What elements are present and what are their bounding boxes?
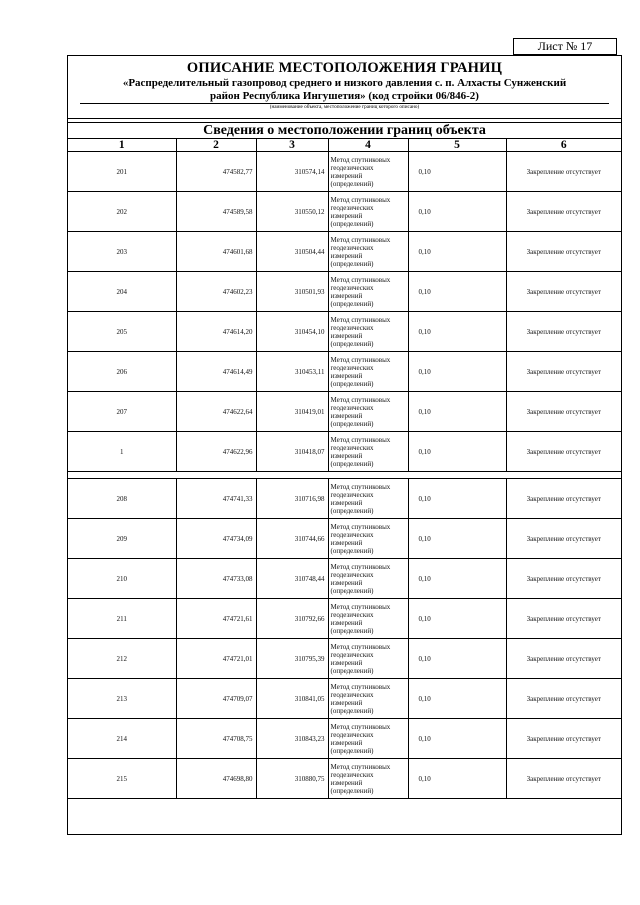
accuracy-value: 0,10 xyxy=(408,519,506,559)
object-name-line-2: район Республика Ингушетия» (код стройки 06/846-2) xyxy=(210,90,479,102)
method-cell xyxy=(328,152,408,192)
accuracy-value: 0,10 xyxy=(408,272,506,312)
coordinate-x: 474601,68 xyxy=(176,232,256,272)
point-number: 213 xyxy=(68,679,176,719)
point-number: 210 xyxy=(68,559,176,599)
method-cell xyxy=(328,232,408,272)
table-row xyxy=(68,759,621,799)
point-number: 208 xyxy=(68,479,176,519)
method-line: геодезических xyxy=(330,690,374,699)
accuracy-value: 0,10 xyxy=(408,392,506,432)
method-line: (определений) xyxy=(330,339,374,348)
accuracy-value: 0,10 xyxy=(408,599,506,639)
method-line: (определений) xyxy=(330,459,374,468)
point-number: 202 xyxy=(68,192,176,232)
table-row xyxy=(68,559,621,599)
method-cell xyxy=(328,559,408,599)
coordinate-x: 474708,75 xyxy=(176,719,256,759)
method-line: измерений xyxy=(330,371,363,380)
method-line: измерений xyxy=(330,538,363,547)
coordinate-x: 474614,49 xyxy=(176,352,256,392)
column-number-row xyxy=(68,139,621,152)
table-row xyxy=(68,519,621,559)
column-number: 1 xyxy=(68,139,176,152)
point-number: 207 xyxy=(68,392,176,432)
method-line: Метод спутниковых xyxy=(330,562,391,571)
accuracy-value: 0,10 xyxy=(408,432,506,472)
method-line: (определений) xyxy=(330,786,374,795)
column-number: 6 xyxy=(506,139,621,152)
method-line: измерений xyxy=(330,211,363,220)
accuracy-value: 0,10 xyxy=(408,232,506,272)
coordinate-x: 474622,96 xyxy=(176,432,256,472)
accuracy-value: 0,10 xyxy=(408,312,506,352)
coordinate-y: 310418,07 xyxy=(256,432,328,472)
method-cell xyxy=(328,392,408,432)
method-line: измерений xyxy=(330,171,363,180)
method-cell xyxy=(328,639,408,679)
method-line: измерений xyxy=(330,778,363,787)
method-line: геодезических xyxy=(330,203,374,212)
method-line: (определений) xyxy=(330,546,374,555)
method-line: геодезических xyxy=(330,530,374,539)
table-row xyxy=(68,272,621,312)
fixing-description: Закрепление отсутствует xyxy=(506,352,621,392)
method-line: измерений xyxy=(330,698,363,707)
document-frame xyxy=(67,55,622,835)
method-cell xyxy=(328,192,408,232)
fixing-description: Закрепление отсутствует xyxy=(506,312,621,352)
accuracy-value: 0,10 xyxy=(408,192,506,232)
coordinate-y: 310880,75 xyxy=(256,759,328,799)
method-line: геодезических xyxy=(330,650,374,659)
fixing-description: Закрепление отсутствует xyxy=(506,479,621,519)
table-row xyxy=(68,352,621,392)
table-row xyxy=(68,599,621,639)
table-row xyxy=(68,232,621,272)
column-number: 3 xyxy=(256,139,328,152)
method-line: измерений xyxy=(330,331,363,340)
fixing-description: Закрепление отсутствует xyxy=(506,152,621,192)
fixing-description: Закрепление отсутствует xyxy=(506,192,621,232)
coordinate-y: 310841,05 xyxy=(256,679,328,719)
accuracy-value: 0,10 xyxy=(408,679,506,719)
method-line: геодезических xyxy=(330,443,374,452)
table-row xyxy=(68,479,621,519)
coordinate-x: 474698,80 xyxy=(176,759,256,799)
coordinate-y: 310792,66 xyxy=(256,599,328,639)
method-cell xyxy=(328,272,408,312)
method-line: геодезических xyxy=(330,283,374,292)
method-line: измерений xyxy=(330,498,363,507)
coordinate-y: 310744,66 xyxy=(256,519,328,559)
method-cell xyxy=(328,719,408,759)
accuracy-value: 0,10 xyxy=(408,559,506,599)
method-line: (определений) xyxy=(330,626,374,635)
coordinate-x: 474582,77 xyxy=(176,152,256,192)
point-number: 204 xyxy=(68,272,176,312)
point-number: 211 xyxy=(68,599,176,639)
method-line: Метод спутниковых xyxy=(330,762,391,771)
method-line: (определений) xyxy=(330,379,374,388)
coordinate-y: 310419,01 xyxy=(256,392,328,432)
method-line: измерений xyxy=(330,251,363,260)
coordinate-y: 310716,98 xyxy=(256,479,328,519)
coordinate-x: 474734,09 xyxy=(176,519,256,559)
method-line: Метод спутниковых xyxy=(330,155,391,164)
column-number: 5 xyxy=(408,139,506,152)
point-number: 209 xyxy=(68,519,176,559)
coordinates-table xyxy=(68,139,621,799)
point-number: 1 xyxy=(68,432,176,472)
accuracy-value: 0,10 xyxy=(408,152,506,192)
method-line: геодезических xyxy=(330,610,374,619)
method-cell xyxy=(328,679,408,719)
column-number: 4 xyxy=(328,139,408,152)
method-line: Метод спутниковых xyxy=(330,722,391,731)
point-number: 206 xyxy=(68,352,176,392)
method-cell xyxy=(328,352,408,392)
method-line: измерений xyxy=(330,411,363,420)
table-row xyxy=(68,639,621,679)
fixing-description: Закрепление отсутствует xyxy=(506,232,621,272)
fixing-description: Закрепление отсутствует xyxy=(506,392,621,432)
point-number: 203 xyxy=(68,232,176,272)
fixing-description: Закрепление отсутствует xyxy=(506,759,621,799)
coordinate-x: 474614,20 xyxy=(176,312,256,352)
method-line: Метод спутниковых xyxy=(330,602,391,611)
fixing-description: Закрепление отсутствует xyxy=(506,679,621,719)
coordinate-y: 310504,44 xyxy=(256,232,328,272)
coordinate-x: 474721,61 xyxy=(176,599,256,639)
sheet-number: Лист № 17 xyxy=(513,38,617,55)
table-separator xyxy=(68,472,621,479)
fixing-description: Закрепление отсутствует xyxy=(506,639,621,679)
object-name-line-1: «Распределительный газопровод среднего и низкого давления с. п. Алхасты Сунженский xyxy=(122,77,567,89)
accuracy-value: 0,10 xyxy=(408,639,506,679)
coordinate-x: 474733,08 xyxy=(176,559,256,599)
method-line: измерений xyxy=(330,618,363,627)
coordinate-y: 310795,39 xyxy=(256,639,328,679)
method-line: (определений) xyxy=(330,586,374,595)
section-title: Сведения о местоположении границ объекта xyxy=(68,122,621,139)
method-line: геодезических xyxy=(330,730,374,739)
fixing-description: Закрепление отсутствует xyxy=(506,559,621,599)
accuracy-value: 0,10 xyxy=(408,719,506,759)
method-line: геодезических xyxy=(330,770,374,779)
coordinate-y: 310843,23 xyxy=(256,719,328,759)
table-row xyxy=(68,719,621,759)
method-line: Метод спутниковых xyxy=(330,482,391,491)
table-row xyxy=(68,312,621,352)
method-cell xyxy=(328,432,408,472)
separator-cell xyxy=(68,472,621,479)
coordinate-y: 310454,10 xyxy=(256,312,328,352)
coordinate-x: 474602,23 xyxy=(176,272,256,312)
method-line: Метод спутниковых xyxy=(330,435,391,444)
coordinate-x: 474741,33 xyxy=(176,479,256,519)
table-row xyxy=(68,679,621,719)
method-line: (определений) xyxy=(330,706,374,715)
method-cell xyxy=(328,519,408,559)
point-number: 214 xyxy=(68,719,176,759)
method-line: измерений xyxy=(330,451,363,460)
method-line: Метод спутниковых xyxy=(330,395,391,404)
method-line: Метод спутниковых xyxy=(330,235,391,244)
method-line: геодезических xyxy=(330,163,374,172)
method-line: геодезических xyxy=(330,243,374,252)
coordinate-y: 310453,11 xyxy=(256,352,328,392)
coordinate-y: 310574,14 xyxy=(256,152,328,192)
method-line: (определений) xyxy=(330,419,374,428)
accuracy-value: 0,10 xyxy=(408,479,506,519)
fixing-description: Закрепление отсутствует xyxy=(506,519,621,559)
coordinate-y: 310501,93 xyxy=(256,272,328,312)
coordinate-x: 474709,07 xyxy=(176,679,256,719)
method-cell xyxy=(328,599,408,639)
method-line: геодезических xyxy=(330,490,374,499)
method-line: измерений xyxy=(330,291,363,300)
fixing-description: Закрепление отсутствует xyxy=(506,272,621,312)
method-line: Метод спутниковых xyxy=(330,195,391,204)
method-cell xyxy=(328,312,408,352)
point-number: 205 xyxy=(68,312,176,352)
method-line: геодезических xyxy=(330,403,374,412)
coordinate-y: 310550,12 xyxy=(256,192,328,232)
method-line: (определений) xyxy=(330,219,374,228)
accuracy-value: 0,10 xyxy=(408,352,506,392)
table-row xyxy=(68,392,621,432)
method-cell xyxy=(328,479,408,519)
document-header xyxy=(68,56,621,119)
accuracy-value: 0,10 xyxy=(408,759,506,799)
method-line: Метод спутниковых xyxy=(330,682,391,691)
method-line: (определений) xyxy=(330,746,374,755)
table-row xyxy=(68,152,621,192)
coordinate-x: 474589,58 xyxy=(176,192,256,232)
fixing-description: Закрепление отсутствует xyxy=(506,599,621,639)
method-line: (определений) xyxy=(330,666,374,675)
point-number: 215 xyxy=(68,759,176,799)
method-line: Метод спутниковых xyxy=(330,522,391,531)
coordinate-x: 474721,01 xyxy=(176,639,256,679)
table-row xyxy=(68,432,621,472)
table-row xyxy=(68,192,621,232)
coordinate-y: 310748,44 xyxy=(256,559,328,599)
method-line: измерений xyxy=(330,578,363,587)
method-line: Метод спутниковых xyxy=(330,642,391,651)
fixing-description: Закрепление отсутствует xyxy=(506,719,621,759)
point-number: 212 xyxy=(68,639,176,679)
method-cell xyxy=(328,759,408,799)
method-line: Метод спутниковых xyxy=(330,355,391,364)
object-name-caption: (наименование объекта, местоположение границ которого описано) xyxy=(269,104,420,110)
method-line: (определений) xyxy=(330,299,374,308)
method-line: (определений) xyxy=(330,506,374,515)
method-line: измерений xyxy=(330,658,363,667)
document-title: ОПИСАНИЕ МЕСТОПОЛОЖЕНИЯ ГРАНИЦ xyxy=(186,60,503,76)
method-line: (определений) xyxy=(330,259,374,268)
column-number: 2 xyxy=(176,139,256,152)
method-line: Метод спутниковых xyxy=(330,315,391,324)
method-line: (определений) xyxy=(330,179,374,188)
point-number: 201 xyxy=(68,152,176,192)
method-line: геодезических xyxy=(330,570,374,579)
coordinate-x: 474622,64 xyxy=(176,392,256,432)
method-line: геодезических xyxy=(330,323,374,332)
method-line: измерений xyxy=(330,738,363,747)
method-line: Метод спутниковых xyxy=(330,275,391,284)
fixing-description: Закрепление отсутствует xyxy=(506,432,621,472)
method-line: геодезических xyxy=(330,363,374,372)
